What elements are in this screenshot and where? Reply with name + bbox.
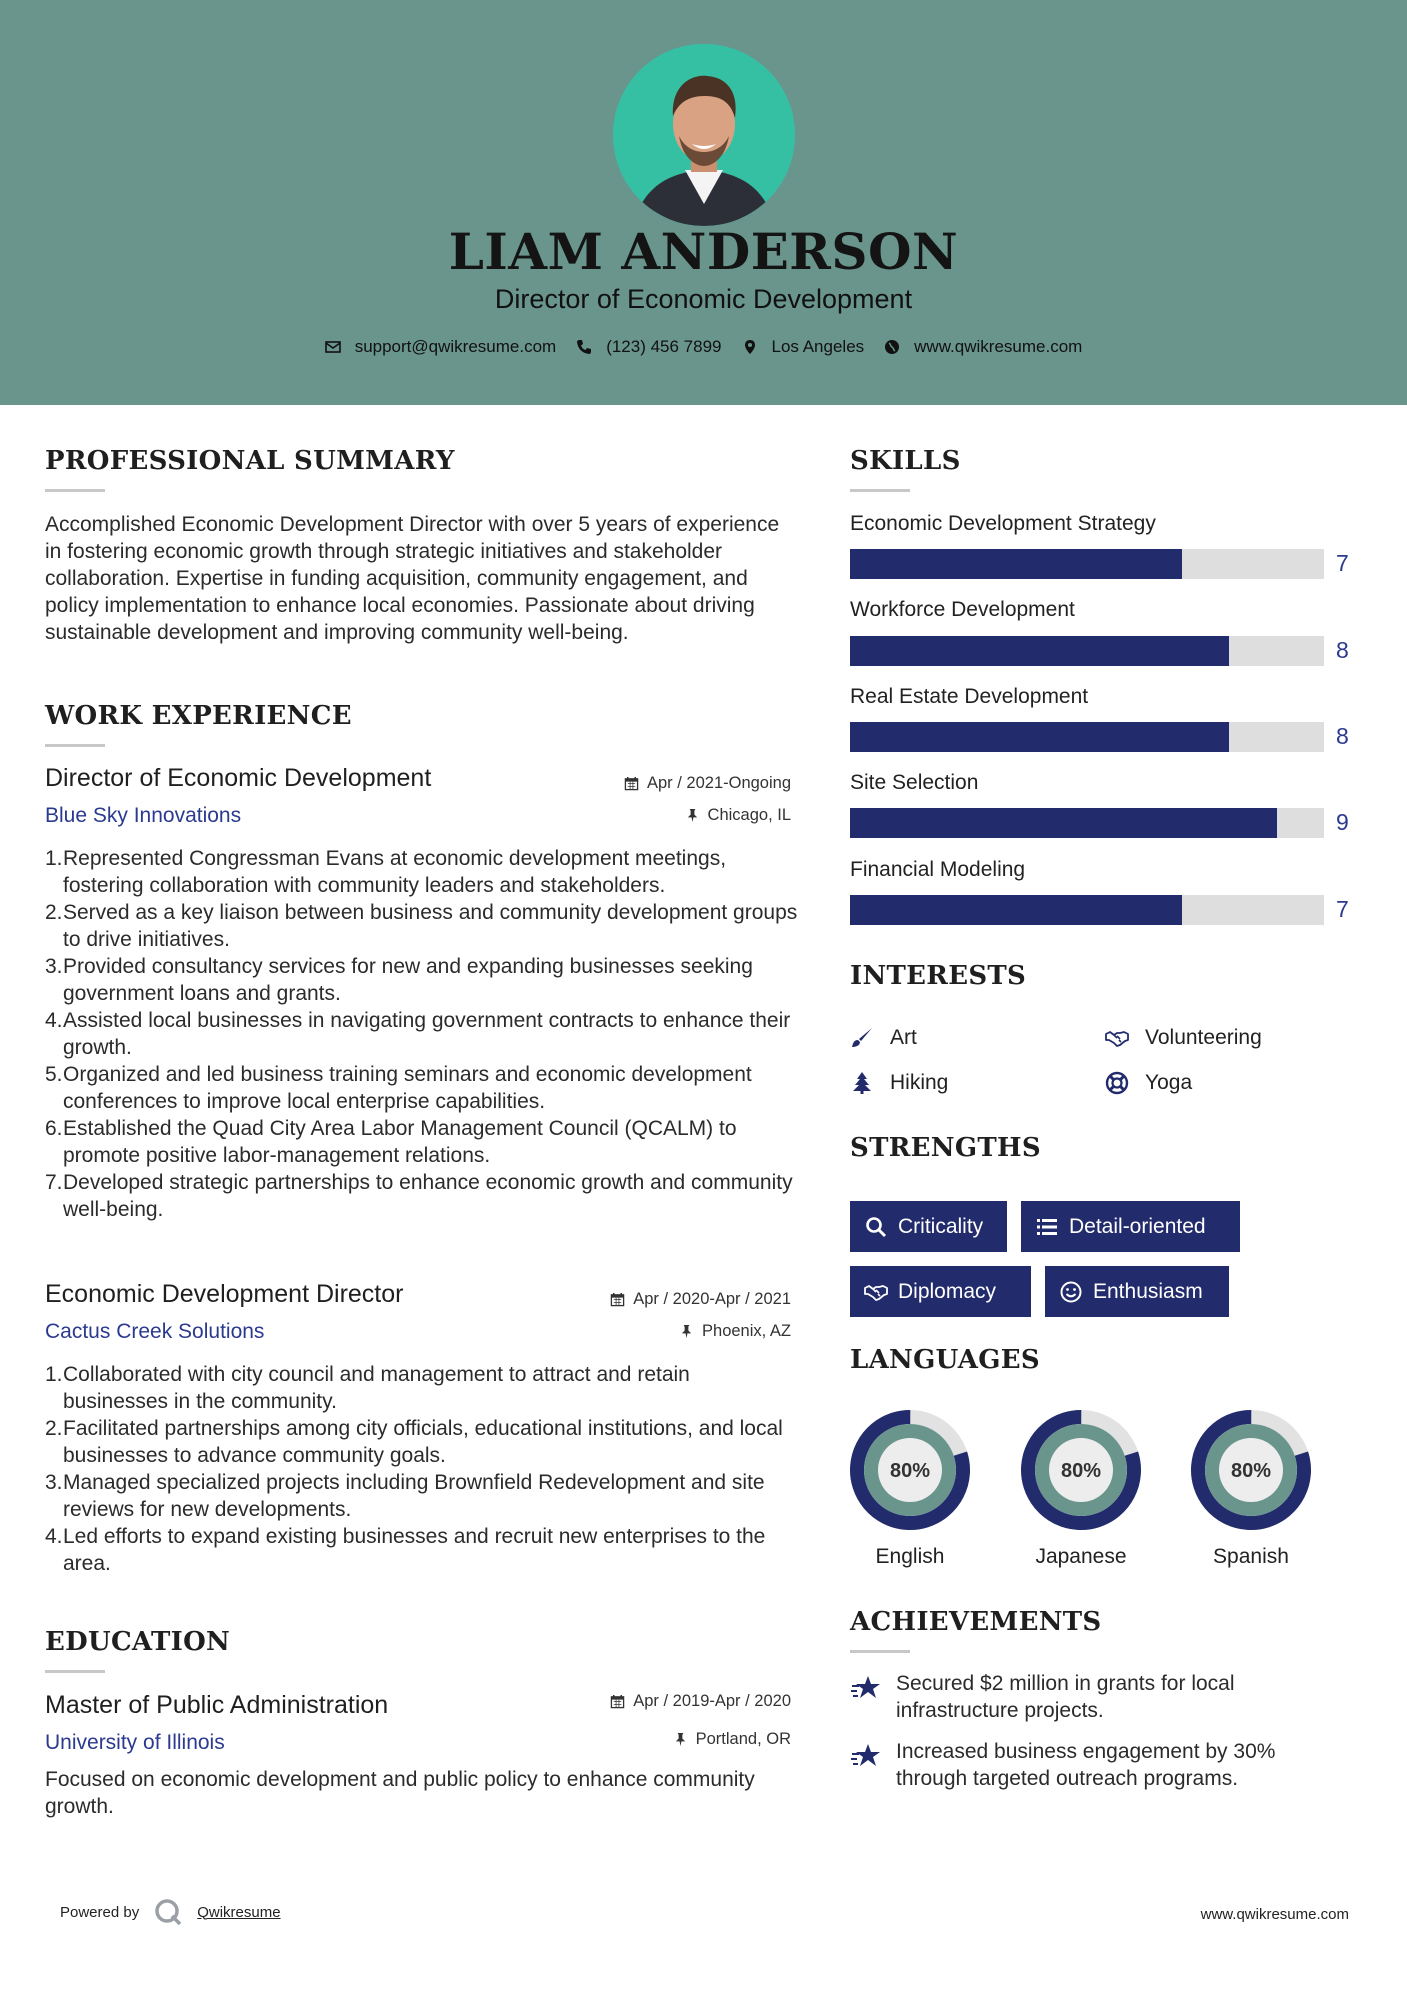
list-item: 5. Organized and led business training seminars and economic development conferences to improve local enterprise capabilities. [45,1063,752,1113]
job-2-title: Economic Development Director [45,1280,404,1308]
achievements-heading-rule [850,1650,910,1653]
contact-email[interactable] [325,337,557,357]
job-1-bullets [45,845,800,1223]
smile-icon [1059,1280,1083,1304]
list-item: 4. Led efforts to expand existing businesses and recruit new enterprises to the area. [45,1525,766,1575]
strength-criticality [850,1201,1007,1252]
list-item: 7. Developed strategic partnerships to enhance economic growth and community well-being. [45,1171,793,1221]
job-2-location-text: Phoenix, AZ [702,1322,791,1340]
interest-volunteering-label: Volunteering [1145,1026,1262,1049]
language-spanish [1189,1408,1313,1569]
contact-email-text: support@qwikresume.com [354,337,557,356]
globe-icon [884,339,900,355]
language-japanese [1019,1408,1143,1569]
summary-heading: PROFESSIONAL SUMMARY [45,446,455,476]
pushpin-icon [679,1324,694,1339]
job-2-dates [610,1290,791,1309]
interest-yoga [1105,1071,1192,1095]
strength-detail-oriented [1021,1201,1240,1252]
envelope-icon [325,339,341,355]
skill-4-name: Site Selection [850,771,979,794]
skill-1-fill [850,549,1182,579]
education-heading-rule [45,1670,105,1673]
tree-icon [850,1071,874,1095]
skill-5-fill [850,895,1182,925]
search-icon [864,1215,888,1239]
achievements-heading: ACHIEVEMENTS [850,1607,1102,1637]
list-item: 2. Facilitated partnerships among city officials, educational institutions, and local businesses to advance community goals. [45,1417,783,1467]
job-1-title: Director of Economic Development [45,764,432,792]
job-1-company: Blue Sky Innovations [45,804,242,827]
skill-2-bar [850,636,1324,666]
strength-diplomacy-label: Diplomacy [898,1279,997,1303]
strength-enthusiasm-label: Enthusiasm [1093,1279,1203,1303]
language-spanish-percent: 80% [1230,1460,1272,1482]
contact-phone[interactable] [576,337,721,357]
pushpin-icon [685,808,700,823]
strength-diplomacy [850,1266,1031,1317]
contact-bar [0,337,1407,357]
contact-phone-text: (123) 456 7899 [606,337,722,356]
job-2-bullets [45,1361,800,1577]
interests-heading: INTERESTS [850,961,1027,991]
qwikresume-logo-icon [153,1897,183,1927]
education-location-text: Portland, OR [695,1730,791,1748]
pushpin-icon [673,1732,688,1747]
skill-4-value: 9 [1336,809,1349,835]
list-item: 6. Established the Quad City Area Labor Management Council (QCALM) to promote positive labor-management relations. [45,1117,737,1167]
education-location [673,1730,791,1749]
profile-photo [613,44,795,226]
skills-heading: SKILLS [850,446,961,476]
list-item: 3. Provided consultancy services for new and expanding businesses seeking government loans and grants. [45,955,753,1005]
education-dates-text: Apr / 2019-Apr / 2020 [633,1692,791,1710]
education-school: University of Illinois [45,1731,225,1754]
candidate-name: LIAM ANDERSON [448,222,959,281]
handshake-icon [864,1280,888,1304]
contact-location-text: Los Angeles [771,337,865,356]
interest-hiking-label: Hiking [890,1071,949,1094]
list-item: 1. Collaborated with city council and management to attract and retain businesses in the community. [45,1363,690,1413]
skill-5-name: Financial Modeling [850,858,1026,881]
work-heading: WORK EXPERIENCE [45,701,352,731]
paintbrush-icon [850,1026,874,1050]
skill-5-bar [850,895,1324,925]
job-2-location [679,1322,791,1341]
summary-text: Accomplished Economic Development Director with over 5 years of experience in fostering economic growth through strategic initiatives and stakeholder collaboration. Expertise in funding acquisition, community engagement, and policy implementation to enhance local economies. Passionate about driving sustainable development and improving community well-being. [45,513,780,644]
achievement-2 [850,1738,1330,1792]
job-1-dates-text: Apr / 2021-Ongoing [646,774,791,792]
interest-art-label: Art [890,1026,917,1049]
summary-heading-rule [45,489,105,492]
language-japanese-donut [1019,1408,1143,1532]
list-item: 1. Represented Congressman Evans at economic development meetings, fostering collaboration with community leaders and stakeholders. [45,847,727,897]
languages-heading: LANGUAGES [850,1345,1040,1375]
footer-powered-by [60,1897,281,1927]
list-icon [1035,1215,1059,1239]
strength-detail-oriented-label: Detail-oriented [1069,1214,1206,1238]
calendar-icon [624,776,639,791]
achievement-1 [850,1670,1330,1724]
skill-3-value: 8 [1336,723,1349,749]
language-english-percent: 80% [889,1460,931,1482]
skill-2-fill [850,636,1229,666]
handshake-icon [1105,1026,1129,1050]
contact-website[interactable] [884,337,1082,357]
achievement-2-text: Increased business engagement by 30% through targeted outreach programs. [896,1740,1276,1790]
skill-1-bar [850,549,1324,579]
contact-website-text: www.qwikresume.com [914,337,1083,356]
skill-4-bar [850,808,1324,838]
language-english-donut [848,1408,972,1532]
interest-yoga-label: Yoga [1145,1071,1193,1094]
language-spanish-donut [1189,1408,1313,1532]
calendar-icon [610,1292,625,1307]
qwikresume-link[interactable]: Qwikresume [197,1903,281,1921]
strengths-heading: STRENGTHS [850,1133,1041,1163]
education-heading: EDUCATION [45,1627,231,1657]
job-1-location-text: Chicago, IL [707,806,791,824]
interest-art [850,1026,917,1050]
star-award-icon [850,1672,882,1704]
map-pin-icon [742,339,758,355]
skill-3-fill [850,722,1229,752]
language-japanese-percent: 80% [1060,1460,1102,1482]
interest-volunteering [1105,1026,1262,1050]
list-item: 4. Assisted local businesses in navigating government contracts to enhance their growth. [45,1009,791,1059]
phone-icon [576,339,592,355]
contact-location [742,337,865,357]
lifebuoy-icon [1105,1071,1129,1095]
job-1-dates [624,774,791,793]
skill-1-value: 7 [1336,550,1349,576]
list-item: 3. Managed specialized projects including Brownfield Redevelopment and site reviews for new developments. [45,1471,765,1521]
strength-criticality-label: Criticality [898,1214,984,1238]
star-award-icon [850,1740,882,1772]
education-description: Focused on economic development and public policy to enhance community growth. [45,1768,755,1818]
achievement-1-text: Secured $2 million in grants for local infrastructure projects. [896,1672,1235,1722]
language-japanese-name: Japanese [1035,1545,1127,1568]
list-item: 2. Served as a key liaison between business and community development groups to drive initiatives. [45,901,798,951]
skill-3-name: Real Estate Development [850,685,1089,708]
language-english-name: English [875,1545,945,1568]
skill-1-name: Economic Development Strategy [850,512,1156,535]
job-2-company: Cactus Creek Solutions [45,1320,265,1343]
work-heading-rule [45,744,105,747]
education-dates [610,1692,791,1711]
job-1-location [685,806,791,825]
skill-3-bar [850,722,1324,752]
language-spanish-name: Spanish [1213,1545,1289,1568]
education-degree: Master of Public Administration [45,1691,389,1719]
resume-header [0,0,1407,405]
skill-5-value: 7 [1336,896,1349,922]
powered-by-label: Powered by [60,1903,140,1921]
calendar-icon [610,1694,625,1709]
footer-url[interactable]: www.qwikresume.com [1200,1906,1349,1923]
strength-enthusiasm [1045,1266,1229,1317]
candidate-title: Director of Economic Development [494,284,913,314]
skill-2-value: 8 [1336,637,1349,663]
interest-hiking [850,1071,948,1095]
skill-4-fill [850,808,1277,838]
job-2-dates-text: Apr / 2020-Apr / 2021 [633,1290,791,1308]
language-english [848,1408,972,1569]
skill-2-name: Workforce Development [850,598,1075,621]
skills-heading-rule [850,489,910,492]
